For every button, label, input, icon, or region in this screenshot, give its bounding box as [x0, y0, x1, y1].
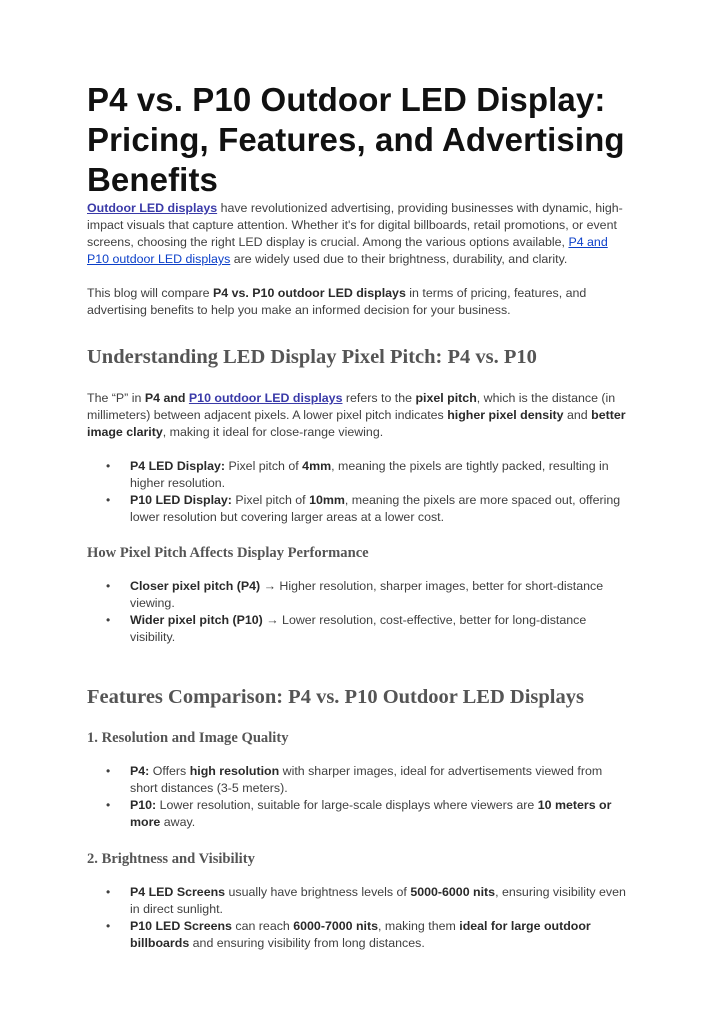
p4-p10-link[interactable]: P4 and P10 outdoor LED displays: [87, 235, 608, 266]
bullet-icon: •: [106, 579, 111, 593]
list-item: • P10: Lower resolution, suitable for large-scale displays where viewers are 10 meters or more away.: [106, 798, 612, 829]
article-body: [87, 80, 632, 952]
resolution-list: [87, 763, 632, 831]
list-item: • Wider pixel pitch (P10) → Lower resolution, cost-effective, better for long-distance visibility.: [106, 613, 587, 644]
bullet-icon: •: [106, 764, 111, 778]
intro-paragraph: Outdoor LED displays have revolutionized advertising, providing businesses with dynamic, high-impact visuals that capture attention. Whether it's for digital billboards, retail promotions, or event screens, choosing the right LED display is crucial. Among the various options available, P4 and P10 outdoor LED displays are widely used due to their brightness, durability, and clarity.: [87, 201, 623, 266]
section-heading-features: Features Comparison: P4 vs. P10 Outdoor LED Displays: [87, 686, 584, 708]
bullet-icon: •: [106, 798, 111, 812]
pixel-pitch-paragraph: The “P” in P4 and P10 outdoor LED displays refers to the pixel pitch, which is the distance (in millimeters) between adjacent pixels. A lower pixel pitch indicates higher pixel density and better image clarity, making it ideal for close-range viewing.: [87, 391, 626, 439]
list-item: • P4 LED Screens usually have brightness levels of 5000-6000 nits, ensuring visibility even in direct sunlight.: [106, 885, 626, 916]
subheading-pixel-pitch-performance: How Pixel Pitch Affects Display Performance: [87, 545, 369, 561]
outdoor-led-displays-link[interactable]: Outdoor LED displays: [87, 201, 218, 215]
list-item: • Closer pixel pitch (P4) → Higher resolution, sharper images, better for short-distance viewing.: [106, 579, 604, 610]
bullet-icon: •: [106, 459, 111, 473]
blog-paragraph: This blog will compare P4 vs. P10 outdoor LED displays in terms of pricing, features, and advertising benefits to help you make an informed decision for your business.: [87, 286, 587, 317]
bullet-icon: •: [106, 613, 111, 627]
bullet-icon: •: [106, 919, 111, 933]
p10-outdoor-led-link[interactable]: P10 outdoor LED displays: [188, 391, 343, 405]
page-title: P4 vs. P10 Outdoor LED Display: Pricing, Features, and Advertising Benefits: [87, 81, 625, 198]
brightness-list: [87, 884, 632, 952]
performance-list: [87, 578, 632, 646]
subheading-brightness: 2. Brightness and Visibility: [87, 851, 255, 867]
list-item: • P10 LED Display: Pixel pitch of 10mm, meaning the pixels are more spaced out, offering lower resolution but covering larger areas at a lower cost.: [106, 493, 621, 524]
bullet-icon: •: [106, 885, 111, 899]
list-item: • P4: Offers high resolution with sharper images, ideal for advertisements viewed from short distances (3-5 meters).: [106, 764, 603, 795]
section-heading-pixel-pitch: Understanding LED Display Pixel Pitch: P4 vs. P10: [87, 346, 537, 368]
list-item: • P4 LED Display: Pixel pitch of 4mm, meaning the pixels are tightly packed, resulting in higher resolution.: [106, 459, 609, 490]
bullet-icon: •: [106, 493, 111, 507]
pixel-pitch-list: [87, 458, 632, 526]
list-item: • P10 LED Screens can reach 6000-7000 nits, making them ideal for large outdoor billboards and ensuring visibility from long distances.: [106, 919, 591, 950]
subheading-resolution: 1. Resolution and Image Quality: [87, 730, 289, 746]
